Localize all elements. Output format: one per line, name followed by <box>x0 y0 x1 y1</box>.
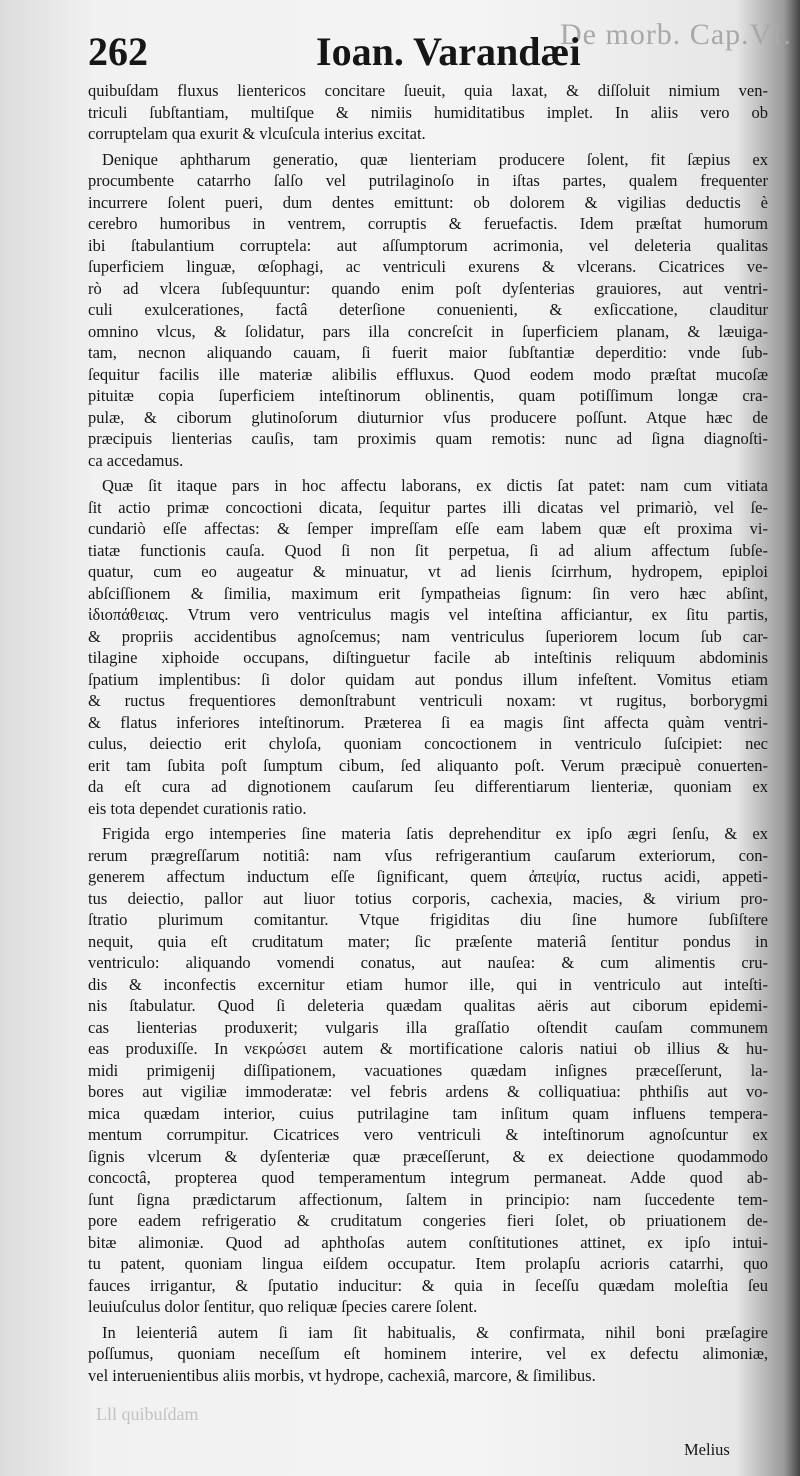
text-line: fauces irrigantur, & ſputatio inducitur: & quia in ſeceſſu quædam moleſtia ſeu <box>88 1275 768 1295</box>
text-line: mentum corrumpitur. Cicatrices vero ventriculi & inteſtinorum agnoſcuntur ex <box>88 1125 768 1144</box>
text-line: omnino vlcus, & ſolidatur, pars illa concreſcit in ſuperficiem planam, & læuiga- <box>88 321 768 341</box>
text-line: triculi ſubſtantiam, multiſque & nimiis humiditatibus implet. In aliis vero ob <box>88 102 768 122</box>
text-line: cas lienterias produxerit; vulgaris illa graſſatio oſtendit cauſam communem <box>88 1017 768 1037</box>
text-line: ventriculo: aliquando vomendi conatus, aut nauſea: & cum alimentis cru- <box>88 953 768 972</box>
text-line: tu patent, quoniam lingua eiſdem occupatur. Item prolapſu acrioris catarrhi, quo <box>88 1254 768 1273</box>
text-line: procumbente catarrho ſalſo vel putrilaginoſo in iſtas partes, qualem frequenter <box>88 171 768 190</box>
bleed-through-footer: Lll quibuſdam <box>96 1404 199 1424</box>
text-line: tus deiectio, pallor aut liuor totius corporis, cachexia, macies, & virium pro- <box>88 888 768 908</box>
text-line: & flatus inferiores inteſtinorum. Præterea ſi ea magis ſint affecta quàm ventri- <box>88 712 768 732</box>
page-header <box>88 28 778 74</box>
text-line: ſit actio primæ concoctioni dicata, ſequitur partes illi dicatas vel primariò, vel ſe- <box>88 497 768 517</box>
text-line: ſunt ſigna prædictarum affectionum, ſaltem in principio: nam ſuccedente tem- <box>88 1189 768 1209</box>
text-line: poſſumus, quoniam neceſſum eſt hominem interire, vel ex defectu alimoniæ, <box>88 1344 768 1363</box>
text-line: culi exulcerationes, factâ deterſione conuenienti, & exſiccatione, clauditur <box>88 300 768 319</box>
bleed-through-text: De morb. Cap.VI. <box>560 18 792 51</box>
text-line: tiatæ functionis cauſa. Quod ſi non ſit perpetua, ſi ad alium affectum ſubſe- <box>88 540 768 560</box>
text-line: dis & inconfectis excernitur etiam humor ille, qui in ventriculo aut inteſti- <box>88 974 768 994</box>
text-line: & propriis accidentibus agnoſcemus; nam ventriculus ſuperiorem locum ſub car- <box>88 626 768 646</box>
text-line: incurrere ſolent pueri, dum dentes emittunt: ob dolorem & vigilias deductis è <box>88 192 768 212</box>
text-line: Quæ ſit itaque pars in hoc affectu laborans, ex dictis ſat patet: nam cum vitiata <box>102 476 768 495</box>
text-line: ibi ſtabulantium corruptela: aut aſſumptorum acrimonia, vel deleteria qualitas <box>88 235 768 255</box>
text-line: Frigida ergo intemperies ſine materia ſatis deprehenditur ex ipſo ægri ſenſu, & ex <box>102 824 768 843</box>
text-line: ſequitur facilis ille materiæ alibilis effluxus. Quod eodem modo præſtat mucoſæ <box>88 364 768 384</box>
text-line: pore eadem refrigeratio & cruditatum congeries fieri ſolet, ob priuationem de- <box>88 1211 768 1230</box>
text-line: ſuperficiem linguæ, œſophagi, ac ventriculi exurens & vlcerans. Cicatrices ve- <box>88 257 768 276</box>
paragraph <box>88 475 768 819</box>
text-line: quibuſdam fluxus lientericos concitare ſueuit, quia laxat, & diſſoluit nimium ven- <box>88 81 768 100</box>
text-line: ἰδιοπάθειας. Vtrum vero ventriculus magis vel inteſtina afficiantur, ex ſitu partis, <box>88 605 768 624</box>
running-head: Ioan. Varandæi <box>316 29 581 74</box>
text-line: Denique aphtharum generatio, quæ lienteriam producere ſolent, fit ſæpius ex <box>102 149 768 169</box>
paragraph <box>88 149 768 472</box>
text-line: nis ſtabulatur. Quod ſi deleteria quædam qualitas aëris aut ciborum epidemi- <box>88 996 768 1015</box>
text-line: leuiuſculus dolor ſentitur, quo reliquæ ſpecies carere ſolent. <box>88 1297 478 1316</box>
text-line: da eſt cura ad dignotionem cauſarum ſeu differentiarum lienteriæ, quoniam ex <box>88 777 768 796</box>
text-line: & ructus frequentiores demonſtrabunt ventriculi noxam: vt rugitus, borborygmi <box>88 691 768 710</box>
text-line: cerebro humoribus in ventrem, corruptis & feruefactis. Idem præſtat humorum <box>88 214 768 233</box>
text-line: midi primigenij diſſipationem, vacuationes quædam inſignes præceſſerunt, la- <box>88 1060 768 1080</box>
paragraph <box>88 1322 768 1387</box>
page-number: 262 <box>88 29 148 74</box>
text-line: vel interuenientibus aliis morbis, vt hydrope, cachexiâ, marcore, & ſimilibus. <box>88 1365 596 1385</box>
text-line: erit tam ſubita poſt ſumptum cibum, ſed aliquanto poſt. Verum præcipuè conuerten- <box>88 755 768 775</box>
text-line: generem affectum inductum eſſe ſignificant, quem ἀπεψία, ructus acidi, appeti- <box>88 867 768 886</box>
paragraph <box>88 80 768 145</box>
text-line: quatur, cum eo augeatur & minuatur, vt ad lienis ſcirrhum, hydropem, epiploi <box>88 562 768 581</box>
text-line: ſpatium implentibus: ſi dolor quidam aut pondus illum infeſtent. Vomitus etiam <box>88 669 768 689</box>
text-line: ſtratio plurimum comitantur. Vtque frigiditas diu ſine humore ſubſiſtere <box>88 910 768 929</box>
text-line: corruptelam qua exurit & vlcuſcula interius excitat. <box>88 124 426 143</box>
text-line: rò ad vlcera ſubſequuntur: quando enim poſt dyſenterias grauiores, aut ventri- <box>88 278 768 298</box>
text-line: cundariò eſſe affectas: & ſemper impreſſam eſſe eam labem quæ eſt proxima vi- <box>88 519 768 538</box>
text-line: pituitæ copia ſuperficiem inteſtinorum oblinentis, quam potiſſimum longæ cra- <box>88 386 768 405</box>
text-line: tam, necnon aliquando cauam, ſi fuerit maior ſubſtantiæ deperditio: vnde ſub- <box>88 343 768 362</box>
text-line: mica quædam interior, cuius putrilagine tam inſitum quam influens tempera- <box>88 1103 768 1123</box>
text-line: bitæ alimoniæ. Quod ad aphthoſas autem conſtitutiones attinet, ex ipſo intui- <box>88 1232 768 1252</box>
text-line: ſignis vlcerum & dyſenteriæ quæ præceſſerunt, & ex deiectione quodammodo <box>88 1146 768 1166</box>
text-line: eis tota dependet curationis ratio. <box>88 798 307 818</box>
text-line: concoctâ, propterea quod temperamentum integrum permaneat. Adde quod ab- <box>88 1168 768 1187</box>
text-line: ca accedamus. <box>88 450 184 470</box>
text-line: culus, deiectio erit chyloſa, quoniam concoctionem in ventriculo ſuſcipiet: nec <box>88 734 768 753</box>
paragraph <box>88 823 768 1318</box>
text-body <box>88 80 768 1390</box>
text-line: tilagine xiphoide occupans, diſtinguetur facile ab inteſtinis reliquum abdominis <box>88 648 768 667</box>
catchword: Melius <box>684 1440 730 1459</box>
text-line: eas produxiſſe. In νεκρώσει autem & mortificatione caloris natiui ob illius & hu- <box>88 1039 768 1058</box>
text-line: abſciſſionem & ſimilia, maximum erit ſympatheias ſignum: ſin vero hæc abſint, <box>88 583 768 603</box>
text-line: rerum prægreſſarum notitiâ: nam vſus refrigerantium cauſarum exteriorum, con- <box>88 845 768 865</box>
text-line: bores aut vigiliæ immoderatæ: vel febris ardens & colliquatiua: phthiſis aut vo- <box>88 1082 768 1101</box>
text-line: præcipuis lienterias cauſis, tam proximis quam remotis: nunc ad ſigna diagnoſti- <box>88 429 768 448</box>
text-line: pulæ, & ciborum glutinoſorum diuturnior vſus producere poſſunt. Atque hæc de <box>88 407 768 427</box>
text-line: In leienteriâ autem ſi iam ſit habitualis, & confirmata, nihil boni præſagire <box>102 1322 768 1342</box>
text-line: nequit, quia eſt cruditatum mater; ſic præſente materiâ ſentitur pondus in <box>88 931 768 951</box>
